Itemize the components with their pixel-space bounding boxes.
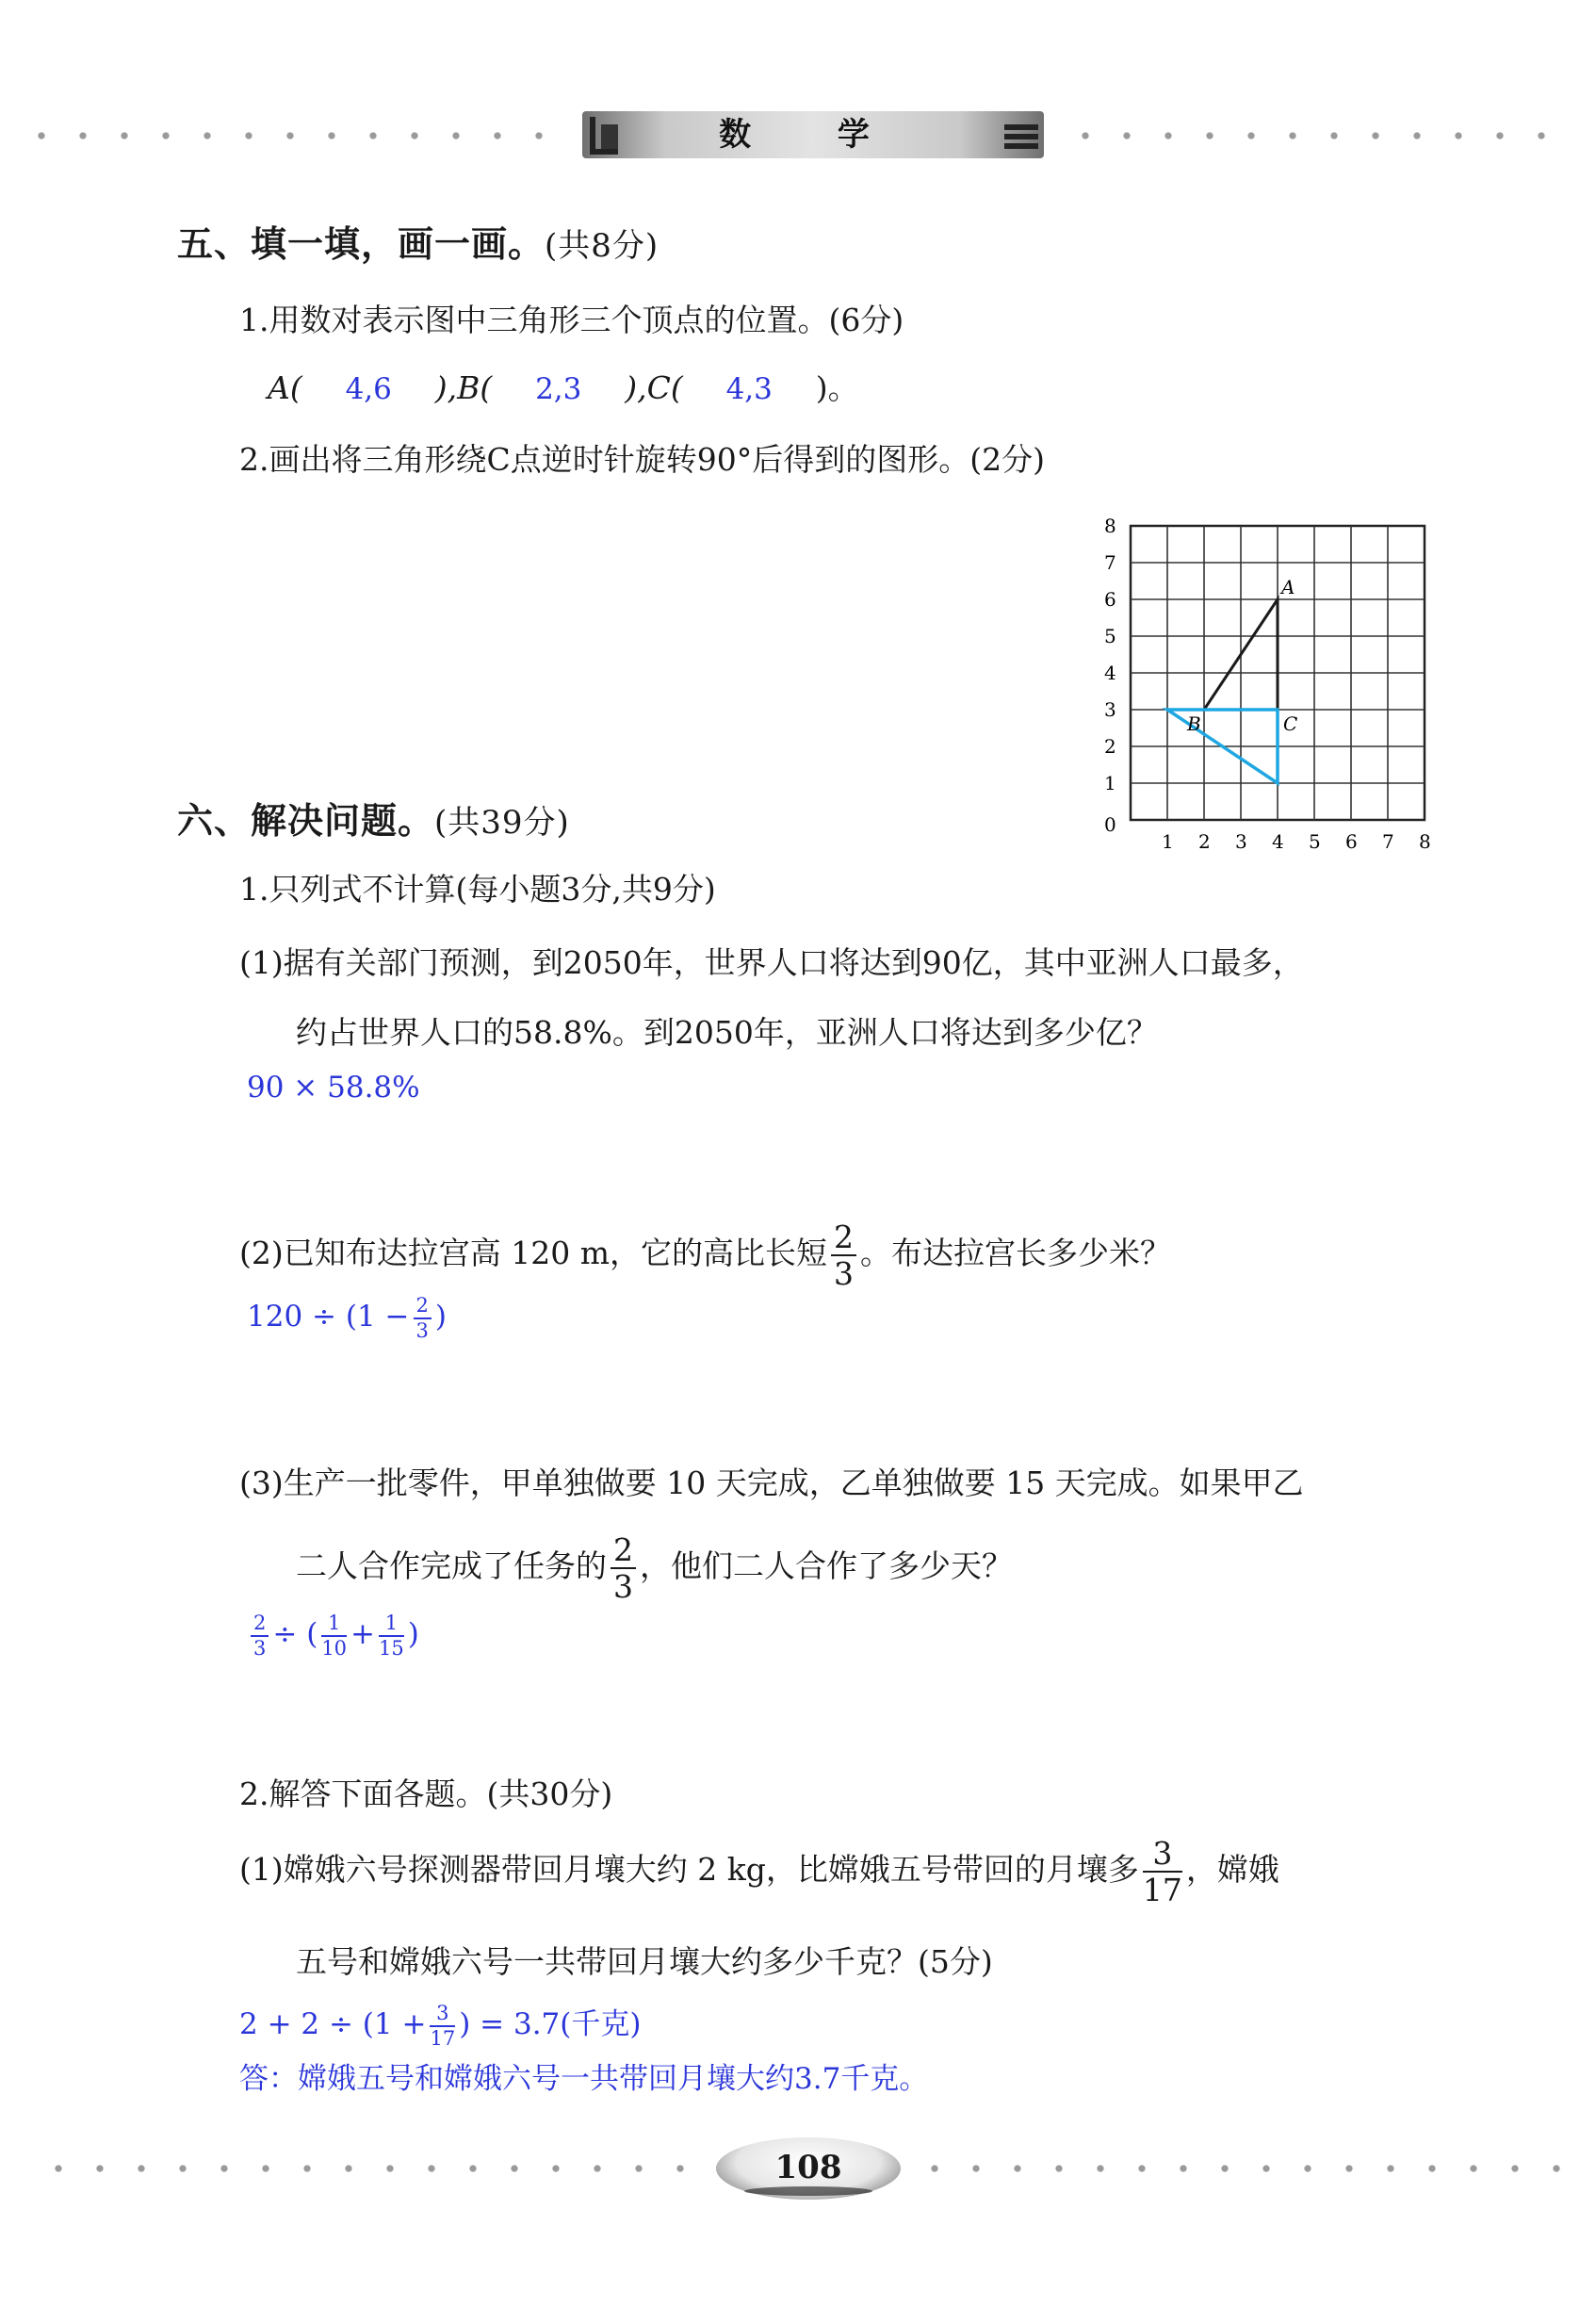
section6-heading-text: 六、解决问题。 [177,800,435,842]
header-dots-left [21,132,577,139]
y-tick-label: 1 [1104,772,1116,794]
x-tick-label: 4 [1272,830,1284,853]
answer-end: ) [407,1617,419,1651]
line1-post: ，嫦娥 [1185,1851,1279,1888]
x-tick-labels [1162,830,1431,853]
section5-heading-text: 五、填一填，画一画。 [177,223,546,265]
footer-dots-right [914,2165,1564,2172]
line2-post: ，他们二人合作了多少天？ [640,1547,1013,1584]
answer-B: 2,3 [535,372,582,406]
footer-dots-left [38,2165,697,2172]
formula-pre: 2 + 2 ÷ (1 + [239,2007,427,2041]
y-tick-label: 6 [1104,588,1116,611]
x-tick-label: 1 [1162,830,1174,853]
answer-pre: 120 ÷ (1 − [247,1300,410,1334]
label-C-open: ),C( [625,369,683,406]
frac-num: 2 [414,1296,432,1319]
fraction-three-seventeenths [1142,1835,1182,1908]
y-tick-label: 8 [1104,515,1116,537]
answer-C: 4,3 [725,372,773,406]
section5-points: (共8分) [545,227,660,265]
problem1-2-pre: (2)已知布达拉宫高 120 m，它的高比长短 [239,1235,828,1271]
formula-fraction [430,2001,456,2050]
problem2-1-line2: 五号和嫦娥六号一共带回月壤大约多少千克？(5分) [296,1943,993,1980]
label-B-open: ),B( [434,369,493,406]
problem1-3-line1: (3)生产一批零件，甲单独做要 10 天完成，乙单独做要 15 天完成。如果甲乙 [239,1465,1304,1501]
frac-den: 3 [834,1255,855,1292]
answer-A: 4,6 [345,372,392,406]
formula-post: ) = 3.7(千克) [459,2007,642,2041]
frac-num: 1 [379,1613,404,1637]
section5-heading [177,215,659,267]
coordinate-grid [1074,499,1432,858]
section5-q1: 1.用数对表示图中三角形三个顶点的位置。(6分) [239,302,904,338]
answer-post: ) [434,1300,447,1334]
vertex-label-A: A [1281,576,1295,598]
problem1-2-answer [247,1293,447,1340]
section5-q2: 2.画出将三角形绕C点逆时针旋转90°后得到的图形。(2分) [239,441,1045,478]
section5-q1-answers [268,364,859,408]
problem1-1-line1: (1)据有关部门预测，到2050年，世界人口将达到90亿，其中亚洲人口最多， [239,944,1304,981]
line2-pre: 二人合作完成了任务的 [296,1547,607,1584]
x-tick-label: 3 [1235,830,1247,853]
frac-num: 1 [321,1613,347,1637]
frac-num: 2 [831,1221,856,1256]
x-tick-label: 7 [1382,830,1394,853]
x-tick-label: 2 [1198,830,1211,853]
answer-fraction-3 [379,1613,404,1659]
problem1-2 [239,1219,1172,1292]
x-tick-label: 6 [1345,830,1358,853]
fraction-two-thirds [831,1219,856,1292]
frac-den: 3 [253,1636,267,1660]
problem1-3-answer [247,1608,419,1661]
header-dots-right [1065,132,1573,139]
label-close: )。 [815,369,859,406]
y-tick-labels [1104,515,1116,794]
page-number: 108 [774,2149,842,2186]
answer-divide: ÷ ( [272,1617,318,1651]
section6-part2: 2.解答下面各题。(共30分) [239,1776,613,1812]
vertex-label-B: B [1187,712,1201,735]
x-tick-label: 5 [1309,830,1321,853]
frac-den: 17 [430,2026,456,2050]
problem1-1-answer: 90 × 58.8% [247,1071,420,1105]
problem2-1-line1 [239,1835,1279,1908]
problem1-2-post: 。布达拉宫长多少米？ [860,1235,1172,1271]
section6-part1: 1.只列式不计算(每小题3分,共9分) [239,871,716,908]
page-header-title: 数 学 [719,116,907,154]
section6-points: (共39分) [434,804,570,842]
fraction-two-thirds [611,1531,636,1605]
y-tick-label: 5 [1104,625,1116,647]
x-tick-label: 8 [1419,830,1431,853]
frac-num: 2 [611,1534,636,1569]
frac-num: 3 [430,2004,455,2027]
answer-fraction-2 [321,1613,347,1659]
vertex-label-C: C [1283,712,1298,735]
y-tick-label: 4 [1104,662,1116,684]
frac-den: 15 [379,1636,404,1660]
frac-den: 3 [415,1318,429,1342]
problem2-1-answer-sentence: 答：嫦娥五号和嫦娥六号一共带回月壤大约3.7千克。 [239,2062,929,2096]
problem1-1-line2: 约占世界人口的58.8%。到2050年，亚洲人口将达到多少亿？ [296,1014,1158,1051]
problem2-1-formula [239,1998,641,2051]
y-tick-label: 7 [1104,551,1116,574]
frac-num: 2 [251,1613,269,1637]
y-tick-label: 2 [1104,735,1116,758]
section6-heading [177,792,570,843]
frac-den: 3 [613,1568,633,1605]
answer-fraction-1 [251,1613,269,1659]
frac-den: 10 [321,1636,348,1660]
label-A-open: A( [268,369,302,406]
frac-den: 17 [1142,1872,1182,1908]
line1-pre: (1)嫦娥六号探测器带回月壤大约 2 kg，比嫦娥五号带回的月壤多 [239,1851,1139,1888]
frac-num: 3 [1143,1838,1182,1873]
problem1-3-line2 [296,1531,1013,1605]
answer-fraction [414,1293,432,1342]
answer-plus: + [350,1617,376,1651]
y-tick-label: 3 [1104,698,1116,721]
origin-label: 0 [1104,813,1116,836]
